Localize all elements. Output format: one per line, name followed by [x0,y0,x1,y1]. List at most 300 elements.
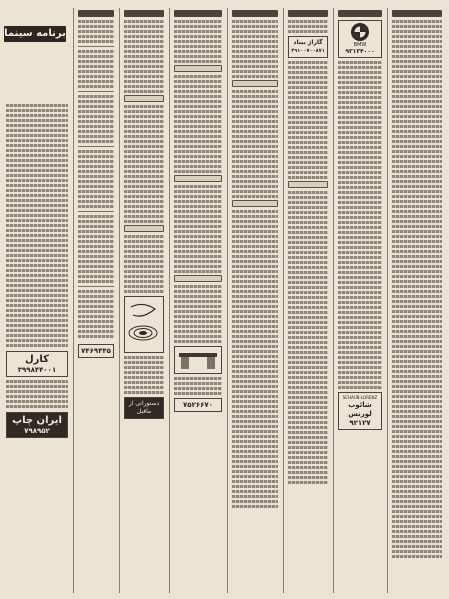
text-line [232,430,278,433]
text-line [124,280,164,283]
text-line [232,240,278,243]
text-line [392,265,442,268]
text-line [288,76,328,79]
text-line [392,275,442,278]
text-line [78,65,114,68]
text-line [232,285,278,288]
text-line [78,320,114,323]
text-line [392,370,442,373]
text-line [338,96,382,99]
text-line [124,30,164,33]
text-line [6,264,68,267]
text-line [232,465,278,468]
darvish-ad-title: دستوراتی از ماقبل [128,400,160,415]
text-line [338,221,382,224]
text-line [288,391,328,394]
text-line [124,140,164,143]
text-line [174,85,222,88]
text-line [392,360,442,363]
text-line [232,375,278,378]
text-line [124,120,164,123]
text-line [232,35,278,38]
text-line [174,340,222,343]
column-heading [78,10,114,17]
text-line [288,171,328,174]
text-line [392,550,442,553]
text-line [232,95,278,98]
text-line [6,269,68,272]
text-line [288,316,328,319]
car-ad-number: ۴۹۱۰۰۷۰۰۸۷۱ [291,48,325,54]
text-line [288,406,328,409]
text-line [392,235,442,238]
text-line [78,150,114,153]
text-line [6,254,68,257]
text-line [124,150,164,153]
text-line [392,365,442,368]
text-line [338,251,382,254]
text-line [392,100,442,103]
text-line [338,146,382,149]
text-line [288,106,328,109]
text-line [78,225,114,228]
text-line [338,201,382,204]
text-line [232,455,278,458]
divider [78,146,114,147]
text-line [392,355,442,358]
text-line [232,120,278,123]
text-line [124,90,164,93]
divider [78,286,114,287]
text-line [174,240,222,243]
text-line [392,135,442,138]
text-line [392,400,442,403]
car-ad-title: گاراژ بیناد [293,39,323,46]
text-line [288,166,328,169]
text-line [232,490,278,493]
text-line [124,200,164,203]
text-line [392,260,442,263]
text-line [338,306,382,309]
text-line [392,210,442,213]
text-line [288,121,328,124]
text-line [232,475,278,478]
text-line [174,125,222,128]
text-line [174,260,222,263]
cinema-banner [4,26,66,42]
text-line [232,255,278,258]
text-line [124,361,164,364]
text-line [6,109,68,112]
text-line [124,240,164,243]
text-line [232,485,278,488]
text-line [392,390,442,393]
text-line [338,241,382,244]
text-line [124,170,164,173]
text-line [392,90,442,93]
text-line [124,105,164,108]
text-line [232,500,278,503]
text-line [124,75,164,78]
text-line [78,105,114,108]
text-line [124,110,164,113]
text-line [174,230,222,233]
text-line [232,355,278,358]
text-line [124,290,164,293]
text-line [288,311,328,314]
text-line [232,340,278,343]
text-line [232,110,278,113]
text-line [338,371,382,374]
text-line [338,341,382,344]
text-line [174,295,222,298]
text-line [288,161,328,164]
text-line [6,390,68,393]
text-line [338,256,382,259]
text-line [78,290,114,293]
bmw-phone: ۹۳۱۳۴۰۰۰ [345,48,375,55]
text-line [232,70,278,73]
text-line [6,144,68,147]
text-line [338,186,382,189]
text-line [392,405,442,408]
text-line [392,530,442,533]
text-line [338,101,382,104]
text-line [232,325,278,328]
text-line [288,241,328,244]
text-line [78,120,114,123]
marble-ad [78,344,114,358]
text-line [232,180,278,183]
text-line [392,70,442,73]
text-line [288,366,328,369]
text-line [6,199,68,202]
text-line [392,85,442,88]
text-line [338,386,382,389]
text-line [232,445,278,448]
text-line [232,175,278,178]
text-line [6,314,68,317]
text-line [232,195,278,198]
text-line [124,115,164,118]
text-line [392,290,442,293]
text-line [174,140,222,143]
text-line [392,450,442,453]
text-line [392,195,442,198]
text-line [78,205,114,208]
text-line [124,250,164,253]
text-line [6,324,68,327]
text-line [338,291,382,294]
text-line [392,380,442,383]
text-line [338,171,382,174]
text-line [232,305,278,308]
text-line [174,210,222,213]
text-line [288,446,328,449]
text-line [174,250,222,253]
column-1 [2,8,72,593]
text-line [78,185,114,188]
text-line [124,40,164,43]
text-line [392,50,442,53]
text-line [78,215,114,218]
text-line [232,75,278,78]
text-line [338,81,382,84]
iran-chap-phone: ۷۹۸۹۵۲ [24,427,50,435]
text-line [232,55,278,58]
text-line [232,450,278,453]
section-heading [124,225,164,232]
text-line [232,25,278,28]
column-8 [388,8,446,593]
text-line [288,341,328,344]
text-line [124,160,164,163]
text-line [174,90,222,93]
text-line [174,170,222,173]
text-line [232,330,278,333]
text-line [288,476,328,479]
text-line [288,361,328,364]
text-line [232,390,278,393]
text-line [174,110,222,113]
text-line [232,265,278,268]
text-line [78,35,114,38]
text-line [124,215,164,218]
text-line [6,344,68,347]
text-line [338,336,382,339]
text-line [288,306,328,309]
text-line [174,60,222,63]
text-line [392,330,442,333]
text-line [338,76,382,79]
text-line [338,211,382,214]
text-line [392,175,442,178]
text-line [124,376,164,379]
text-line [174,220,222,223]
text-line [232,295,278,298]
text-line [6,219,68,222]
text-line [338,266,382,269]
text-line [232,380,278,383]
text-line [78,315,114,318]
section-heading [174,275,222,282]
text-line [232,315,278,318]
text-line [288,86,328,89]
text-line [78,110,114,113]
section-heading [174,175,222,182]
text-line [392,45,442,48]
text-line [124,50,164,53]
text-line [392,120,442,123]
text-line [174,75,222,78]
text-line [78,55,114,58]
text-line [124,285,164,288]
text-line [392,280,442,283]
text-line [392,470,442,473]
text-line [78,245,114,248]
text-line [288,191,328,194]
text-line [232,190,278,193]
text-line [232,140,278,143]
text-line [6,249,68,252]
text-line [6,149,68,152]
text-line [338,191,382,194]
text-line [392,340,442,343]
text-line [338,231,382,234]
text-line [338,216,382,219]
text-line [338,86,382,89]
text-line [288,251,328,254]
text-line [288,271,328,274]
text-line [174,290,222,293]
text-line [124,135,164,138]
text-line [124,165,164,168]
text-line [78,325,114,328]
text-line [6,334,68,337]
text-line [288,466,328,469]
text-line [124,125,164,128]
text-line [6,119,68,122]
text-line [78,30,114,33]
text-line [392,185,442,188]
text-line [288,481,328,484]
text-line [392,495,442,498]
text-line [6,184,68,187]
text-line [124,65,164,68]
column-2 [74,8,118,593]
iran-chap-ad [6,412,68,438]
text-line [392,350,442,353]
text-line [392,425,442,428]
text-line [174,30,222,33]
text-line [288,261,328,264]
text-line [392,170,442,173]
text-line [6,380,68,383]
text-line [338,151,382,154]
text-line [174,225,222,228]
text-line [6,209,68,212]
text-line [338,346,382,349]
text-line [78,200,114,203]
text-line [392,165,442,168]
text-line [338,311,382,314]
text-line [338,66,382,69]
text-line [232,395,278,398]
schaub-title: شائوب لورنس [348,401,372,418]
text-line [288,146,328,149]
text-line [338,296,382,299]
text-line [338,361,382,364]
text-line [288,91,328,94]
text-line [338,271,382,274]
text-line [392,395,442,398]
column-5 [228,8,282,593]
text-line [174,145,222,148]
text-line [174,95,222,98]
text-line [78,295,114,298]
column-heading [232,10,278,17]
text-line [174,50,222,53]
text-line [338,206,382,209]
text-line [124,25,164,28]
text-line [232,435,278,438]
text-line [338,316,382,319]
text-line [288,411,328,414]
text-line [232,310,278,313]
karl-ad-title: کارل [24,354,49,365]
text-line [232,250,278,253]
text-line [392,485,442,488]
text-line [232,155,278,158]
text-line [232,345,278,348]
text-line [392,215,442,218]
text-line [338,366,382,369]
text-line [78,130,114,133]
text-line [6,304,68,307]
text-line [78,60,114,63]
text-line [288,396,328,399]
text-line [6,395,68,398]
text-line [288,136,328,139]
text-line [174,310,222,313]
text-line [392,160,442,163]
text-line [78,20,114,23]
text-line [288,426,328,429]
text-line [338,136,382,139]
text-line [78,195,114,198]
text-line [288,296,328,299]
text-line [232,405,278,408]
text-line [232,125,278,128]
text-line [392,435,442,438]
text-line [124,35,164,38]
text-line [338,236,382,239]
text-line [392,95,442,98]
text-line [288,20,328,23]
text-line [392,490,442,493]
text-line [174,300,222,303]
text-line [392,320,442,323]
text-line [288,416,328,419]
text-line [232,90,278,93]
iran-chap-title: ایران چاپ [12,415,62,426]
text-line [232,245,278,248]
column-6 [284,8,332,593]
text-line [124,205,164,208]
text-line [288,291,328,294]
text-line [232,40,278,43]
section-heading [174,65,222,72]
text-line [232,220,278,223]
text-line [392,410,442,413]
text-line [174,130,222,133]
text-line [78,70,114,73]
text-line [288,216,328,219]
text-line [6,114,68,117]
text-line [78,305,114,308]
text-line [78,270,114,273]
text-line [392,415,442,418]
bottom-phone-ad [174,398,222,412]
column-3 [120,8,168,593]
bmw-logo-icon [350,22,370,42]
text-line [78,280,114,283]
text-line [338,381,382,384]
bottom-phone: ۷۵۲۶۶۷۰ [183,401,213,409]
car-ad [288,36,328,58]
text-line [288,431,328,434]
text-line [288,371,328,374]
